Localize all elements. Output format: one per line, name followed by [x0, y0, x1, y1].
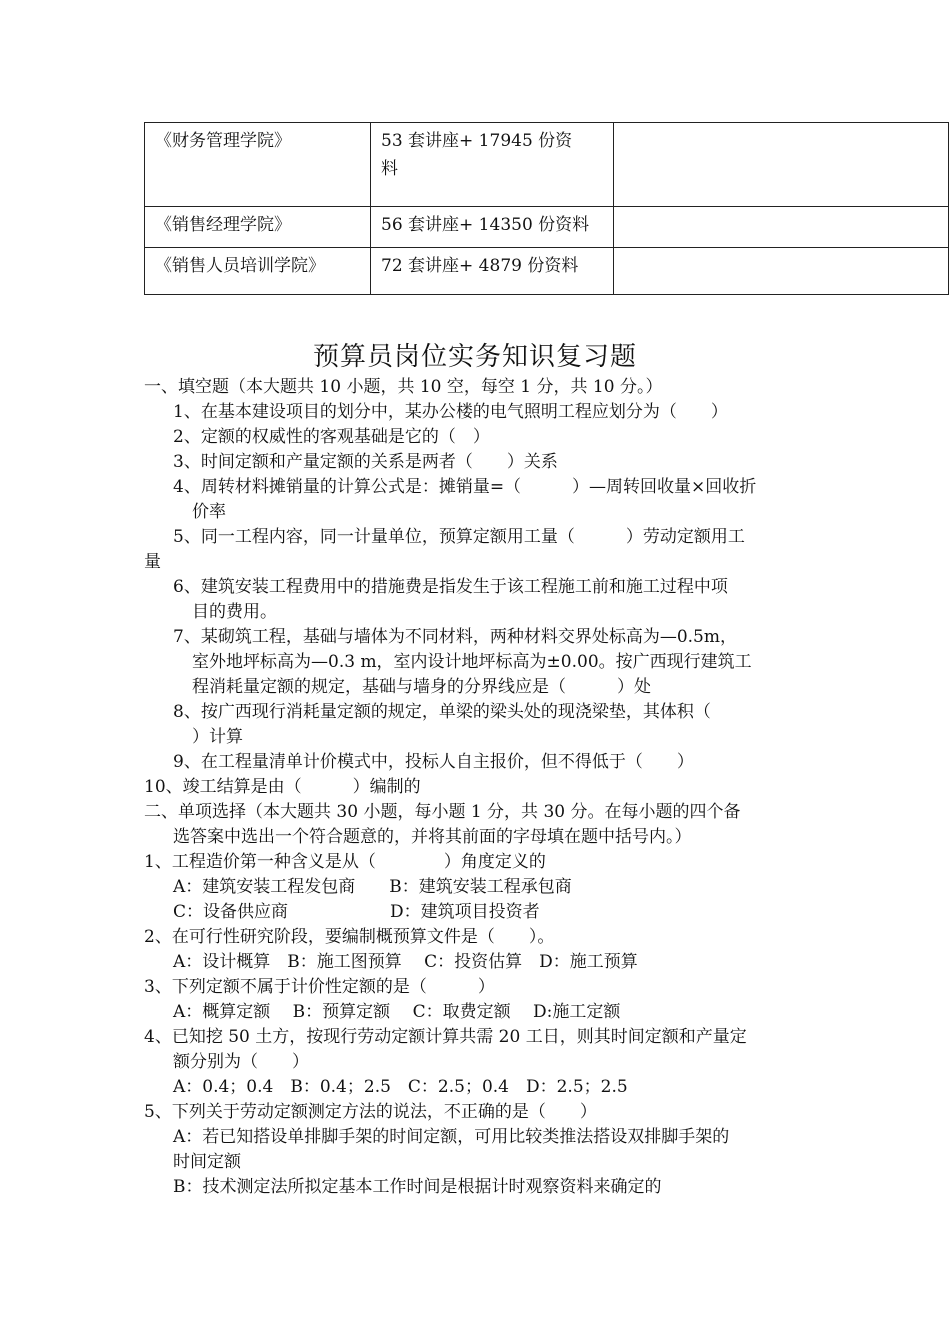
choice-options: A：建筑安装工程发包商 B：建筑安装工程承包商: [173, 877, 572, 897]
course-name: 《销售经理学院》: [145, 207, 371, 248]
section1-heading: 一、填空题（本大题共 10 小题，共 10 空，每空 1 分，共 10 分。）: [144, 377, 663, 397]
choice-option-b: B：技术测定法所拟定基本工作时间是根据计时观察资料来确定的: [173, 1177, 662, 1197]
choice-options: A：概算定额 B：预算定额 C：取费定额 D:施工定额: [173, 1002, 621, 1022]
course-desc: 53 套讲座+ 17945 份资 料: [371, 123, 614, 207]
fill-question-4: 4、周转材料摊销量的计算公式是：摊销量=（ ）—周转回收量×回收折: [173, 477, 757, 497]
choice-options: A：0.4；0.4 B：0.4；2.5 C：2.5；0.4 D：2.5；2.5: [173, 1077, 628, 1097]
choice-question-1: 1、工程造价第一种含义是从（ ）角度定义的: [144, 852, 546, 872]
fill-question-8: 8、按广西现行消耗量定额的规定，单梁的梁头处的现浇梁垫，其体积（: [173, 702, 711, 722]
fill-question-10: 10、竣工结算是由（ ）编制的: [144, 777, 421, 797]
course-name: 《销售人员培训学院》: [145, 248, 371, 295]
choice-options: A：设计概算 B：施工图预算 C：投资估算 D：施工预算: [173, 952, 638, 972]
course-desc: 56 套讲座+ 14350 份资料: [371, 207, 614, 248]
fill-question-5-cont: 量: [144, 552, 161, 572]
course-desc: 72 套讲座+ 4879 份资料: [371, 248, 614, 295]
choice-question-3: 3、下列定额不属于计价性定额的是（ ）: [144, 977, 495, 997]
fill-question-6: 6、建筑安装工程费用中的措施费是指发生于该工程施工前和施工过程中项: [173, 577, 728, 597]
table-row: [145, 123, 949, 207]
choice-option-a-cont: 时间定额: [173, 1152, 241, 1172]
course-extra: [614, 248, 949, 295]
fill-question-5: 5、同一工程内容，同一计量单位，预算定额用工量（ ）劳动定额用工: [173, 527, 745, 547]
choice-question-5: 5、下列关于劳动定额测定方法的说法，不正确的是（ ）: [144, 1102, 597, 1122]
fill-question-7: 7、某砌筑工程，基础与墙体为不同材料，两种材料交界处标高为—0.5m，: [173, 627, 737, 647]
table-row: [145, 207, 949, 248]
course-extra: [614, 207, 949, 248]
fill-question-8-cont: ）计算: [192, 727, 243, 747]
fill-question-1: 1、在基本建设项目的划分中，某办公楼的电气照明工程应划分为（ ）: [173, 402, 728, 422]
question-body: [144, 375, 809, 1200]
fill-question-7-cont: 程消耗量定额的规定，基础与墙身的分界线应是（ ）处: [192, 677, 651, 697]
choice-question-4-cont: 额分别为（ ）: [173, 1052, 309, 1072]
choice-question-4: 4、已知挖 50 土方，按现行劳动定额计算共需 20 工日，则其时间定额和产量定: [144, 1027, 747, 1047]
course-table: [144, 122, 949, 295]
page-title: 预算员岗位实务知识复习题: [312, 342, 637, 372]
fill-question-2: 2、定额的权威性的客观基础是它的（ ）: [173, 427, 490, 447]
choice-question-2: 2、在可行性研究阶段，要编制概预算文件是（ ）。: [144, 927, 555, 947]
table-row: [145, 248, 949, 295]
course-extra: [614, 123, 949, 207]
course-name: 《财务管理学院》: [145, 123, 371, 207]
fill-question-4-cont: 价率: [192, 502, 226, 522]
fill-question-3: 3、时间定额和产量定额的关系是两者（ ）关系: [173, 452, 558, 472]
choice-options: C：设备供应商 D：建筑项目投资者: [173, 902, 540, 922]
choice-option-a: A：若已知搭设单排脚手架的时间定额，可用比较类推法搭设双排脚手架的: [173, 1127, 730, 1147]
fill-question-7-cont: 室外地坪标高为—0.3 m，室内设计地坪标高为±0.00。按广西现行建筑工: [192, 652, 752, 672]
section2-heading-cont: 选答案中选出一个符合题意的，并将其前面的字母填在题中括号内。）: [173, 827, 692, 847]
section2-heading: 二、单项选择（本大题共 30 小题，每小题 1 分，共 30 分。在每小题的四个备: [144, 802, 741, 822]
fill-question-6-cont: 目的费用。: [192, 602, 277, 622]
fill-question-9: 9、在工程量清单计价模式中，投标人自主报价，但不得低于（ ）: [173, 752, 694, 772]
